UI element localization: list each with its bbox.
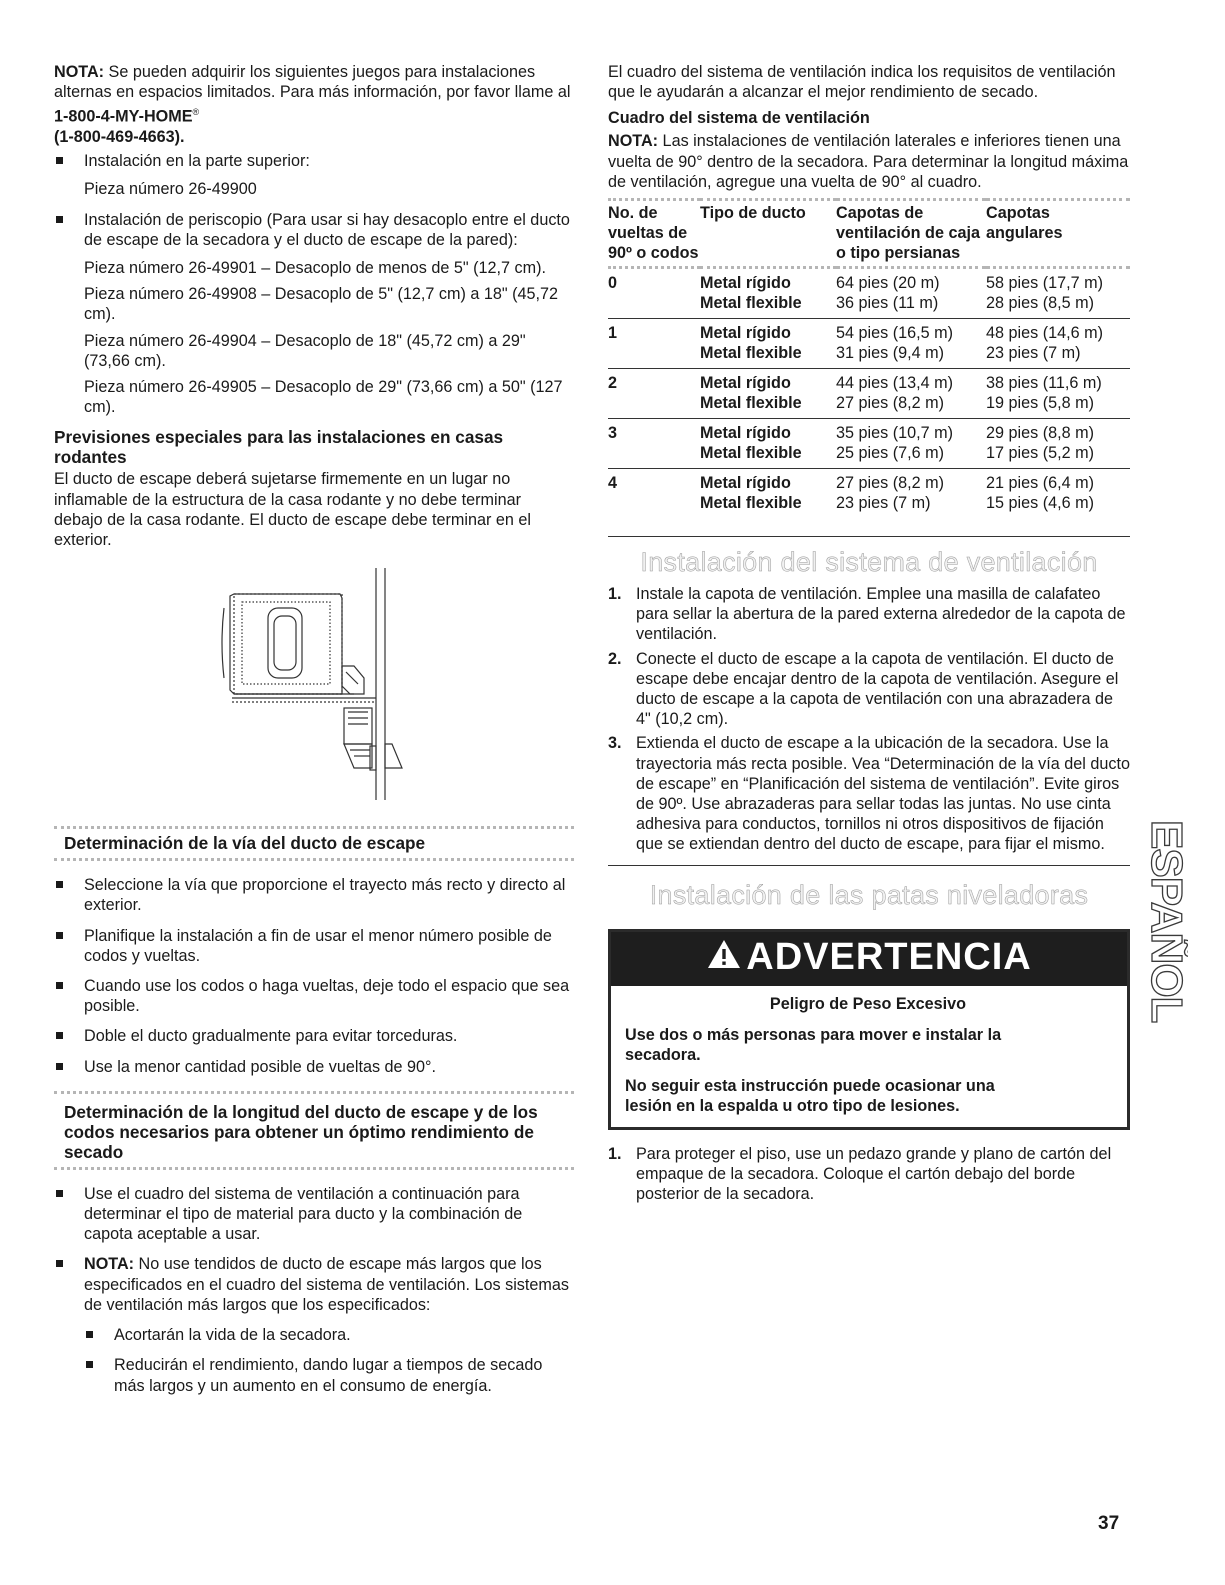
vent-intro: El cuadro del sistema de ventilación indica los requisitos de ventilación que le ayudarán a alcanzar el mejor rendimiento de secado. (608, 63, 1116, 102)
list-item: Reducirán el rendimiento, dando lugar a tiempos de secado más largos y un aumento en el consumo de energía. (84, 1355, 574, 1395)
list-item: 3. Extienda el ducto de escape a la ubicación de la secadora. Use la trayectoria más recta posible. Vea “Determinación de la vía del ducto de escape” en “Planificación del sistema de ventilación”. Evite giros de 90º. Use abrazaderas para sellar todas las juntas. No use cinta adhesiva para conductos, tornillos ni otros dispositivos de fijación que se extiendan dentro del ducto de escape, para fijar el mismo. (608, 734, 1130, 854)
mobile-home-heading: Previsiones especiales para las instalaciones en casas rodantes (54, 427, 504, 468)
route-heading: Determinación de la vía del ducto de escape (54, 826, 574, 861)
table-row: 0 Metal rígido Metal flexible 64 pies (20 m) 36 pies (11 m) 58 pies (17,7 m) 28 pies (8,5 m) (608, 268, 1130, 319)
mobile-home-text: El ducto de escape deberá sujetarse firmemente en un lugar no inflamable de la estructura de la casa rodante y no debe terminar debajo de la casa rodante. El ducto de escape debe terminar en el exterior. (54, 470, 531, 550)
route-list (54, 875, 574, 1077)
left-column (54, 62, 574, 1406)
right-column (608, 62, 1130, 1208)
warning-banner: ADVERTENCIA (611, 932, 1127, 986)
list-item: Use la menor cantidad posible de vueltas de 90°. (54, 1057, 574, 1077)
warning-hazard: Peligro de Peso Excesivo (769, 995, 967, 1014)
table-row: 4 Metal rígido Metal flexible 27 pies (8,2 m) 23 pies (7 m) 21 pies (6,4 m) 15 pies (4,6 m) (608, 474, 1094, 513)
dryer-periscope-illustration (54, 568, 574, 818)
page-number: 37 (1098, 1513, 1120, 1534)
table-row: 3 Metal rígido Metal flexible 35 pies (10,7 m) 25 pies (7,6 m) 29 pies (8,8 m) 17 pies (5,2 m) (608, 419, 1130, 469)
leveling-legs-steps (608, 1144, 1130, 1205)
length-sublist (84, 1325, 574, 1396)
length-list (54, 1184, 574, 1396)
list-item: NOTA: No use tendidos de ducto de escape más largos que los especificados en el cuadro del sistema de ventilación. Los sistemas de ventilación más largos que los especificados: Acortarán la vida de la secadora. Reducirán el rendimiento, dando lugar a tiempos de secado más largos y un aumento en el consumo de energía. (54, 1254, 574, 1395)
list-item: 1. Para proteger el piso, use un pedazo grande y plano de cartón del empaque de la secadora. Coloque el cartón debajo del borde posterior de la secadora. (608, 1144, 1112, 1204)
length-heading: Determinación de la longitud del ducto de escape y de los codos necesarios para obtener un óptimo rendimiento de secado (54, 1091, 574, 1170)
vent-install-steps (608, 584, 1130, 855)
warning-triangle-icon (706, 937, 742, 980)
list-item: Instalación en la parte superior: Pieza número 26-49900 (54, 151, 574, 199)
vent-chart-table (608, 198, 1130, 518)
table-row: 1 Metal rígido Metal flexible 54 pies (16,5 m) 31 pies (9,4 m) 48 pies (14,6 m) 23 pies (7 m) (608, 319, 1130, 369)
col-header-duct-type: Tipo de ducto (700, 204, 806, 223)
col-header-box-hoods: Capotas de ventilación de caja o tipo persianas (836, 204, 980, 263)
kits-note: NOTA: Se pueden adquirir los siguientes juegos para instalaciones alternas en espacios limitados. Para más información, por favor llame al 1-800-4-MY-HOME® (1-800-469-4663). (54, 63, 571, 146)
list-item: Instalación de periscopio (Para usar si hay desacoplo entre el ducto de escape de la secadora y el ducto de escape de la pared): Pieza número 26-49901 – Desacoplo de menos de 5" (12,7 cm). Pieza número 26-49908 – Desacoplo de 5" (12,7 cm) a 18" (45,72 cm). Pieza número 26-49904 – Desacoplo de 18" (45,72 cm) a 29" (73,66 cm). Pieza número 26-49905 – Desacoplo de 29" (73,66 cm) a 50" (127 cm). (54, 210, 574, 418)
divider (608, 865, 1130, 866)
language-label: ESPAÑOL (1142, 820, 1188, 1023)
warning-box (608, 929, 1130, 1130)
col-header-angled-hoods: Capotas angulares (986, 204, 1063, 243)
list-item: Planifique la instalación a fin de usar el menor número posible de codos y vueltas. (54, 926, 574, 966)
list-item: 1. Instale la capota de ventilación. Emplee una masilla de calafateo para sellar la abertura de la pared externa alrededor de la capota de ventilación. (608, 585, 1126, 644)
list-item: Doble el ducto gradualmente para evitar torceduras. (54, 1026, 574, 1046)
leveling-legs-title: Instalación de las patas niveladoras (649, 879, 1089, 910)
list-item: Seleccione la vía que proporcione el trayecto más recto y directo al exterior. (54, 875, 574, 915)
language-side-tab (1140, 820, 1188, 1060)
list-item: 2. Conecte el ducto de escape a la capota de ventilación. El ducto de escape debe encajar dentro de la capota de ventilación. Asegure el ducto de escape a la capota de ventilación con una abrazadera de 4" (10,2 cm). (608, 649, 1119, 729)
warning-body (611, 986, 1127, 1127)
table-row: 2 Metal rígido Metal flexible 44 pies (13,4 m) 27 pies (8,2 m) 38 pies (11,6 m) 19 pies (5,8 m) (608, 369, 1130, 419)
list-item: Cuando use los codos o haga vueltas, deje todo el espacio que sea posible. (54, 976, 574, 1016)
warning-line-1: Use dos o más personas para mover e instalar la secadora. (625, 1025, 1002, 1065)
list-item: Acortarán la vida de la secadora. (84, 1325, 574, 1345)
col-header-turns: No. de vueltas de 90º o codos (608, 204, 699, 263)
divider (608, 536, 1130, 537)
warning-line-2: No seguir esta instrucción puede ocasionar una lesión en la espalda u otro tipo de lesiones. (625, 1076, 995, 1116)
vent-chart-heading: Cuadro del sistema de ventilación (608, 109, 870, 128)
vent-chart-note: NOTA: Las instalaciones de ventilación laterales e inferiores tienen una vuelta de 90° dentro de la secadora. Para determinar la longitud máxima de ventilación, agregue una vuelta de 90° al cuadro. (608, 132, 1129, 191)
list-item: Use el cuadro del sistema de ventilación a continuación para determinar el tipo de material para ducto y la combinación de capota aceptable a usar. (54, 1184, 574, 1245)
kits-list (54, 151, 574, 417)
vent-install-title: Instalación del sistema de ventilación (640, 547, 1098, 578)
